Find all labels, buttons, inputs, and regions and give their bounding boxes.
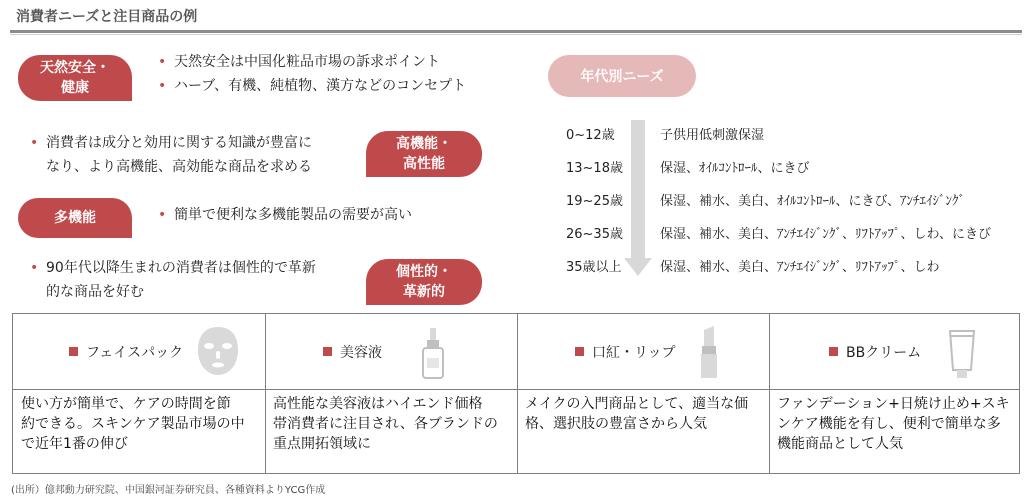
badge-unique-line1: 個性的・ — [396, 264, 452, 280]
product-name-face-pack — [69, 314, 183, 389]
bullets-natural — [156, 50, 466, 98]
age-label: 13~18歳 — [566, 161, 623, 176]
cream-tube-icon — [947, 328, 977, 382]
product-label: 美容液 — [340, 344, 382, 361]
square-bullet-icon — [323, 347, 332, 356]
desc-line: 機能商品として人気 — [777, 436, 903, 452]
serum-bottle-icon — [419, 326, 447, 382]
bullet-item: • ハーブ、有機、純植物、漢方などのコンセプト — [156, 74, 466, 98]
square-bullet-icon — [575, 347, 584, 356]
age-needs-header: 年代別ニーズ — [548, 55, 696, 97]
desc-line: ファンデーション+日焼け止め+スキ — [777, 396, 1010, 412]
product-label: BBクリーム — [846, 344, 922, 361]
bullets-unique — [28, 256, 316, 304]
age-need: 保湿、補水、美白、ｱﾝﾁｴｲｼﾞﾝｸﾞ、ﾘﾌﾄｱｯﾌﾟ、しわ — [660, 260, 940, 275]
age-need: 子供用低刺激保湿 — [660, 128, 765, 143]
source-note: (出所）億邦動力研究院、中国銀河証券研究員、各種資料よりYCG作成 — [11, 485, 326, 496]
age-arrow-shaft — [631, 120, 645, 260]
age-label: 19~25歳 — [566, 194, 623, 209]
desc-line: 帯消費者に注目され、各ブランドの — [273, 416, 498, 432]
badge-unique-line2: 革新的 — [403, 284, 445, 300]
product-desc-serum — [273, 394, 513, 454]
column-divider — [265, 314, 266, 473]
product-name-bb-cream — [829, 314, 921, 389]
desc-line: 重点開拓領域に — [273, 436, 371, 452]
bullets-multi-function — [156, 203, 412, 227]
badge-natural-line2: 健康 — [61, 80, 89, 96]
square-bullet-icon — [69, 347, 78, 356]
face-mask-icon — [193, 324, 243, 378]
column-divider — [517, 314, 518, 473]
age-label: 0~12歳 — [566, 128, 615, 143]
desc-line: ンケア機能を有し、便利で簡単な多 — [777, 416, 1001, 432]
column-divider — [769, 314, 770, 473]
product-table — [12, 313, 1020, 474]
product-desc-bb-cream — [777, 394, 1017, 454]
desc-line: 格、選択肢の豊富さから人気 — [525, 416, 707, 432]
product-name-lipstick — [575, 314, 675, 389]
badge-multi-function — [18, 198, 132, 238]
age-need: 保湿、補水、美白、ｱﾝﾁｴｲｼﾞﾝｸﾞ、ﾘﾌﾄｱｯﾌﾟ、しわ、にきび — [660, 227, 991, 242]
lipstick-icon — [697, 326, 721, 380]
desc-line: 高性能な美容液はハイエンド価格 — [273, 396, 483, 412]
age-label: 35歳以上 — [566, 260, 622, 275]
desc-line: 使い方が簡単で、ケアの時間を節 — [21, 396, 231, 412]
badge-multi-line1: 多機能 — [54, 210, 96, 226]
age-need: 保湿、補水、美白、ｵｲﾙｺﾝﾄﾛｰﾙ、にきび、ｱﾝﾁｴｲｼﾞﾝｸﾞ — [660, 194, 965, 209]
desc-line: で近年1番の伸び — [21, 436, 128, 452]
bullets-high-function — [28, 131, 312, 179]
desc-line: メイクの入門商品として、適当な価 — [525, 396, 749, 412]
badge-high-function — [366, 131, 482, 177]
bullet-item-cont: 的な商品を好む — [46, 284, 144, 300]
title-divider — [10, 30, 1022, 33]
product-desc-lipstick — [525, 394, 765, 434]
title-divider-thin — [10, 34, 1022, 35]
square-bullet-icon — [829, 347, 838, 356]
product-desc-face-pack — [21, 394, 261, 454]
down-arrow-icon — [624, 258, 652, 276]
desc-line: 約できる。スキンケア製品市場の中 — [21, 416, 245, 432]
product-label: フェイスパック — [86, 344, 184, 361]
badge-unique-innovative — [366, 259, 482, 305]
bullet-item: • 天然安全は中国化粧品市場の訴求ポイント — [156, 50, 466, 74]
badge-highfunc-line2: 高性能 — [403, 156, 445, 172]
age-label: 26~35歳 — [566, 227, 623, 242]
product-name-serum — [323, 314, 382, 389]
badge-natural-line1: 天然安全・ — [40, 60, 110, 76]
badge-highfunc-line1: 高機能・ — [396, 136, 452, 152]
bullet-item: • 消費者は成分と効用に関する知識が豊富に — [28, 131, 312, 155]
bullet-item: • 90年代以降生まれの消費者は個性的で革新 — [28, 256, 316, 280]
badge-natural-safety — [18, 55, 132, 101]
page-title: 消費者ニーズと注目商品の例 — [16, 9, 198, 25]
product-label: 口紅・リップ — [592, 344, 676, 361]
age-need: 保湿、ｵｲﾙｺﾝﾄﾛｰﾙ、にきび — [660, 161, 810, 176]
bullet-item-cont: なり、より高機能、高効能な商品を求める — [46, 159, 312, 175]
bullet-item: • 簡単で便利な多機能製品の需要が高い — [156, 203, 412, 227]
row-divider — [13, 389, 1019, 390]
